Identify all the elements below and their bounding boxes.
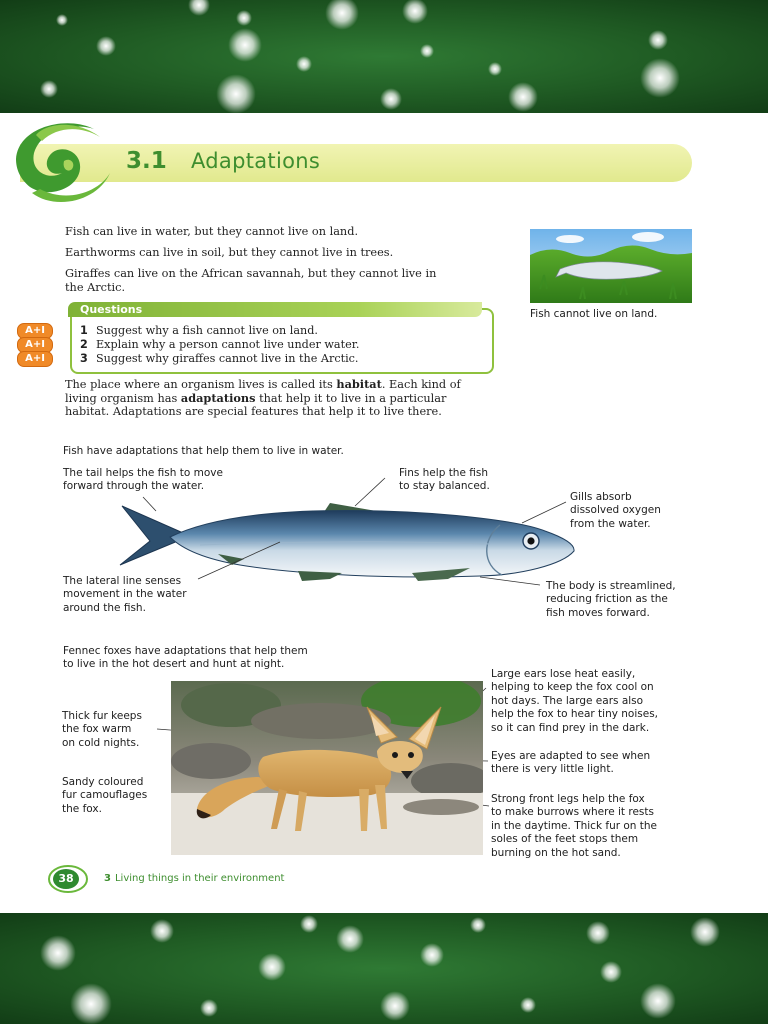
fish-fins-label: [399, 467, 490, 494]
section-number: 3.1: [126, 148, 167, 174]
sparkle: [640, 983, 676, 1019]
question-text: Suggest why giraffes cannot live in the Arctic.: [96, 352, 359, 365]
label-line: The body is streamlined,: [546, 580, 676, 592]
question-text: Explain why a person cannot live under water.: [96, 338, 360, 351]
leader-line: [480, 577, 540, 585]
sparkle: [690, 917, 720, 947]
fish-pupil: [527, 537, 534, 544]
label-line: from the water.: [570, 517, 651, 530]
sparkle: [300, 915, 318, 933]
sparkle: [236, 10, 252, 26]
sparkle: [325, 0, 359, 30]
adaptations-term: adaptations: [180, 391, 256, 405]
label-line: movement in the water: [63, 588, 187, 601]
sparkle: [508, 82, 538, 112]
sparkle: [150, 919, 174, 943]
label-line: on cold nights.: [62, 736, 140, 749]
label-line: burning on the hot sand.: [491, 846, 621, 859]
sparkle: [228, 28, 262, 62]
chapter-number: 3: [104, 873, 111, 884]
sparkle: [188, 0, 210, 16]
sparkle: [40, 80, 58, 98]
habitat-term: habitat: [336, 377, 382, 391]
label-line: to make burrows where it rests: [491, 806, 654, 819]
sparkle: [96, 36, 116, 56]
label-line: to live in the hot desert and hunt at night.: [63, 658, 285, 671]
label-line: forward through the water.: [63, 480, 205, 493]
intro-line-arctic: the Arctic.: [65, 281, 126, 294]
question-text: Suggest why a fish cannot live on land.: [96, 324, 318, 337]
intro-line-earthworms: Earthworms can live in soil, but they cannot live in trees.: [65, 246, 394, 259]
sparkle: [520, 997, 536, 1013]
fennec-fox-photo: [171, 681, 483, 855]
leader-line: [522, 502, 566, 523]
leader-line: [143, 497, 156, 511]
sparkle: [488, 62, 502, 76]
fish-lateral-line-label: [63, 575, 187, 615]
fox-eyes-label: [491, 750, 650, 777]
label-line: The lateral line senses: [63, 575, 182, 587]
fox-ears-label: [491, 668, 658, 735]
sparkle: [470, 917, 486, 933]
habitat-text: living organism has: [65, 392, 181, 405]
fox-fur-label: [62, 710, 142, 750]
label-line: helping to keep the fox cool on: [491, 681, 654, 694]
label-line: Sandy coloured: [62, 776, 144, 788]
fish-gills-label: [570, 491, 661, 531]
sparkle: [336, 925, 364, 953]
label-line: fish moves forward.: [546, 606, 650, 619]
fish-tail-label: [63, 467, 223, 494]
label-line: help the fox to hear tiny noises,: [491, 708, 659, 721]
label-line: soles of the feet stops them: [491, 833, 639, 846]
label-line: the fox.: [62, 802, 102, 815]
sparkle: [258, 953, 286, 981]
ai-badge: A+I: [17, 337, 53, 353]
fox-section-intro: [63, 645, 308, 672]
sparkle: [56, 14, 68, 26]
label-line: the fox warm: [62, 723, 132, 736]
intro-line-fish: Fish can live in water, but they cannot live on land.: [65, 225, 359, 238]
ai-badge: A+I: [17, 351, 53, 367]
section-title: Adaptations: [191, 149, 321, 173]
question-number: 2: [80, 338, 88, 351]
sparkle: [586, 921, 610, 945]
bottom-decorative-band: [0, 913, 768, 1024]
label-line: Thick fur keeps: [62, 710, 142, 722]
label-line: The tail helps the fish to move: [63, 467, 223, 479]
fish-section-intro: Fish have adaptations that help them to live in water.: [63, 445, 344, 457]
question-number: 3: [80, 352, 88, 365]
label-line: dissolved oxygen: [570, 504, 661, 517]
fox-legs-label: [491, 793, 657, 860]
label-line: around the fish.: [63, 601, 146, 614]
label-line: to stay balanced.: [399, 480, 490, 493]
page-number: 38: [58, 872, 74, 885]
sparkle: [216, 74, 256, 113]
intro-line-giraffes: Giraffes can live on the African savannah, but they cannot live in: [65, 267, 437, 280]
label-line: Strong front legs help the fox: [491, 793, 645, 805]
label-line: Gills absorb: [570, 491, 632, 503]
chapter-footer: [104, 873, 284, 884]
sparkle: [380, 991, 410, 1021]
sparkle: [200, 999, 218, 1017]
sparkle: [70, 983, 112, 1024]
sparkle: [296, 56, 312, 72]
label-line: reducing friction as the: [546, 593, 668, 606]
sparkle: [420, 943, 444, 967]
fish-photo-caption: Fish cannot live on land.: [530, 308, 658, 320]
questions-heading: Questions: [80, 303, 143, 316]
sparkle: [648, 30, 668, 50]
label-line: Large ears lose heat easily,: [491, 668, 636, 680]
habitat-text: The place where an organism lives is called its: [65, 378, 337, 391]
label-line: so it can find prey in the dark.: [491, 721, 650, 734]
label-line: hot days. The large ears also: [491, 694, 644, 707]
leader-line: [355, 478, 385, 506]
habitat-text: . Each kind of: [381, 378, 461, 391]
top-decorative-band: [0, 0, 768, 113]
sparkle: [420, 44, 434, 58]
fox-sandy-fur-label: [62, 776, 147, 816]
label-line: Fennec foxes have adaptations that help them: [63, 645, 308, 657]
habitat-text: that help it to live in a particular: [255, 392, 447, 405]
sparkle: [600, 961, 622, 983]
sparkle: [40, 935, 76, 971]
question-number: 1: [80, 324, 88, 337]
chapter-title: Living things in their environment: [114, 873, 285, 884]
fish-body-label: [546, 580, 676, 620]
label-line: in the daytime. Thick fur on the: [491, 819, 658, 832]
ai-badge: A+I: [17, 323, 53, 339]
label-line: Fins help the fish: [399, 467, 488, 479]
label-line: fur camouflages: [62, 789, 148, 802]
label-line: there is very little light.: [491, 763, 614, 776]
sparkle: [380, 88, 402, 110]
habitat-line-3: habitat. Adaptations are special features that help it to live there.: [65, 405, 442, 418]
sparkle: [640, 58, 680, 98]
label-line: Eyes are adapted to see when: [491, 750, 651, 762]
sparkle: [402, 0, 428, 24]
textbook-page: [0, 113, 768, 913]
